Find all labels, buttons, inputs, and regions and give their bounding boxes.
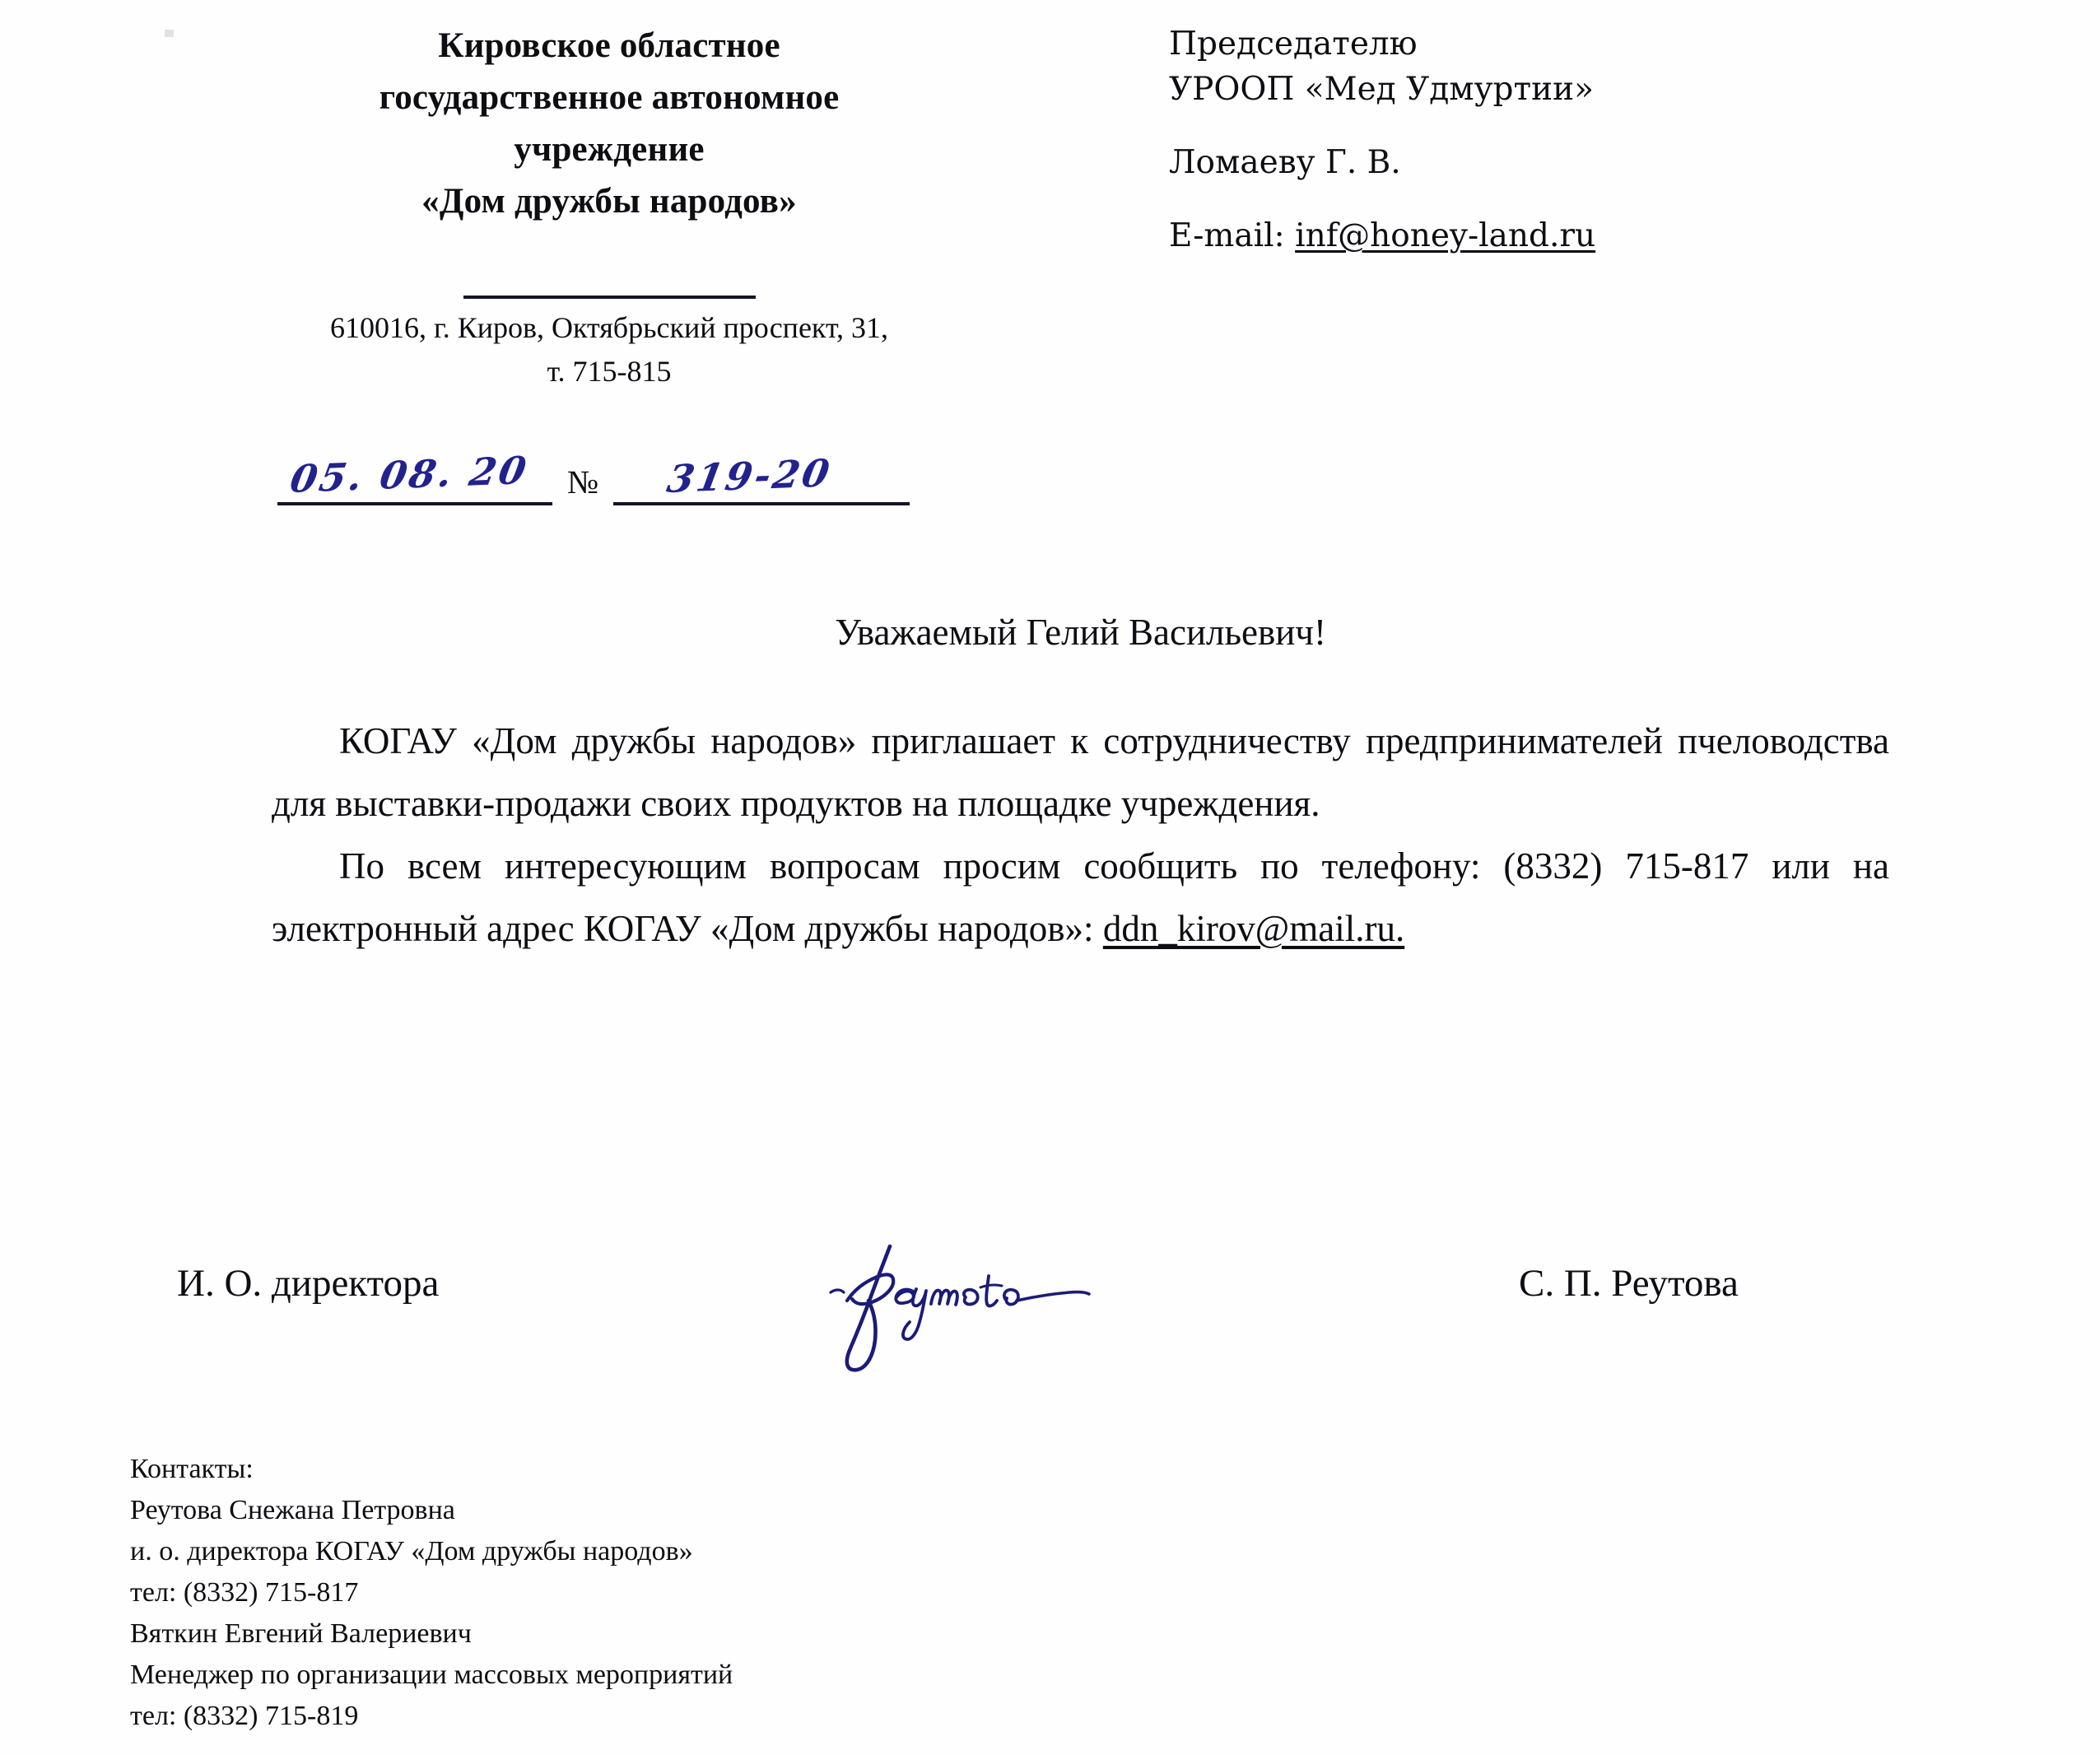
letterhead-line-1: Кировское областное bbox=[438, 26, 780, 65]
email-label: E-mail: bbox=[1169, 217, 1285, 254]
contacts-line-3: тел: (8332) 715-817 bbox=[130, 1577, 359, 1608]
letterhead-line-4: «Дом дружбы народов» bbox=[421, 182, 797, 221]
letter-body bbox=[272, 710, 1889, 960]
letterhead-divider bbox=[272, 288, 947, 303]
contacts-line-5: Менеджер по организации массовых мероприятий bbox=[130, 1660, 733, 1690]
number-underline bbox=[613, 502, 910, 505]
salutation: Уважаемый Гелий Васильевич! bbox=[835, 612, 1326, 653]
address-line-street: 610016, г. Киров, Октябрьский проспект, 31, bbox=[330, 311, 888, 344]
signatory-title: И. О. директора bbox=[177, 1262, 440, 1305]
handwritten-number: 319-20 bbox=[664, 450, 836, 501]
addressee-spacer-2 bbox=[1169, 185, 1992, 213]
body-paragraph-1: КОГАУ «Дом дружбы народов» приглашает к сотрудничеству предпринимателей пчеловодства для выставки-продажи своих продуктов на площадке учреждения. bbox=[272, 720, 1889, 824]
body-email-link[interactable]: ddn_kirov@mail.ru. bbox=[1102, 908, 1405, 949]
addressee-email-link[interactable]: inf@honey-land.ru bbox=[1295, 217, 1596, 254]
address-line-phone: т. 715-815 bbox=[547, 355, 672, 388]
addressee-email-row bbox=[1169, 213, 1992, 258]
horizontal-rule bbox=[463, 296, 756, 299]
handwritten-signature-icon bbox=[811, 1222, 1107, 1386]
addressee-name: Ломаеву Г. В. bbox=[1169, 144, 1401, 181]
addressee-position: Председателю bbox=[1169, 26, 1418, 63]
contacts-heading: Контакты: bbox=[130, 1454, 254, 1484]
body-paragraph-2-text: По всем интересующим вопросам просим сообщить по телефону: (8332) 715-817 или на электронный адрес КОГАУ «Дом дружбы народов»: bbox=[272, 845, 1889, 949]
addressee-spacer-1 bbox=[1169, 112, 1992, 140]
addressee-organization: УРООП «Мед Удмуртии» bbox=[1169, 71, 1594, 108]
addressee-block bbox=[1169, 21, 1992, 258]
number-symbol: № bbox=[567, 463, 599, 500]
contacts-line-1: Реутова Снежана Петровна bbox=[130, 1495, 455, 1525]
contacts-line-2: и. о. директора КОГАУ «Дом дружбы народов» bbox=[130, 1536, 693, 1566]
contacts-line-6: тел: (8332) 715-819 bbox=[130, 1701, 359, 1731]
letterhead-block bbox=[272, 20, 947, 227]
handwritten-date: 05. 08. 20 bbox=[286, 448, 533, 501]
signature-block bbox=[0, 1258, 2100, 1315]
letterhead-address-block bbox=[272, 306, 947, 393]
contacts-line-4: Вяткин Евгений Валериевич bbox=[130, 1618, 472, 1649]
signatory-name: С. П. Реутова bbox=[1519, 1262, 1739, 1305]
registration-block bbox=[277, 440, 920, 505]
letterhead-line-3: учреждение bbox=[514, 130, 705, 169]
contacts-block bbox=[130, 1449, 1159, 1737]
scan-artifact-speck bbox=[165, 30, 174, 37]
letterhead-line-2: государственное автономное bbox=[379, 78, 840, 117]
date-underline bbox=[277, 502, 552, 505]
body-paragraph-2 bbox=[272, 835, 1889, 960]
